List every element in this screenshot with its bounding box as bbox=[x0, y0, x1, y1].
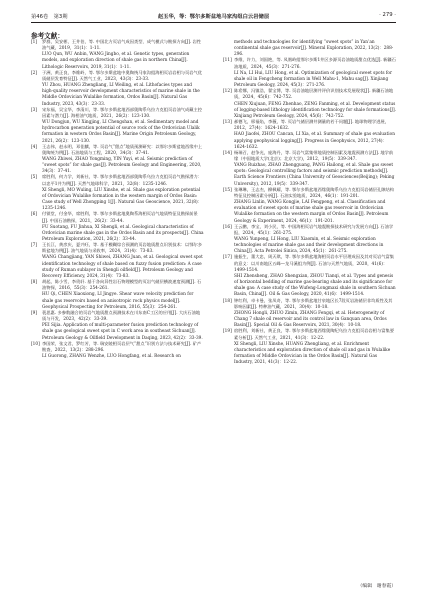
reference-translation bbox=[223, 71, 396, 89]
reference-entry bbox=[31, 108, 204, 120]
reference-text: LI Guorong, ZHANG Wenzhe, LUO Hongfang, et al. Research on bbox=[42, 353, 181, 359]
reference-text: XI Shengli, MO Wuling, LIU Xinshe, et al. Shale gas exploration potential of Ordovician Wulalike formation in the western margin of Ordos Basin: Case study of Well Zhongping 1[J]. Natural Gas Geoscience, 2021, 32(8)：1235-1246. bbox=[42, 187, 202, 212]
reference-entry bbox=[223, 188, 396, 200]
reference-translation bbox=[223, 132, 396, 150]
reference-translation bbox=[31, 323, 204, 341]
reference-translation bbox=[31, 354, 204, 360]
reference-text: CHEN Xiujuan, FENG Zhenhao, ZENG Fanming, et al. Development status of logging-based lithology identification technology for shale formations[J]. Xinjiang Petroleum Geology, 2024, 45(6)：742-752. bbox=[234, 101, 396, 119]
reference-text: WANG Changjiang, YAN Shiwei, ZHANG Juan, et al. Geological sweet spot identification technology of shale based on fuzzy fusion prediction: A case study of Ruman sublayer in Shengli oilfield[J]. Petroleum Geology and Recovery Efficiency, 2024, 31(4)：73-83. bbox=[42, 255, 203, 279]
reference-entry bbox=[31, 243, 204, 255]
header-rule bbox=[31, 22, 396, 23]
reference-text: 罗群，吴安彬，王井伯，等. 中国北方页岩气成因类型、成气模式与勘探方向[J]. 岩性油气藏，2019，31(1)：1-11. bbox=[42, 40, 202, 52]
reference-text: ZHANG Linlin, WANG Kongjie, LAI Fengpeng, et al. Classification and evaluation of sweet spots of marine shale gas reservoir in Ordovician Wulalike formation on the western margin of Ordos Basin[J]. Petroleum Geology & Experiment, 2024, 46(1)：191-201. bbox=[234, 200, 389, 224]
reference-text: 钟红利，卓卡曼，张凤奇，等. 鄂尔多斯盆地甘泉地区长7段页岩油储层非均质性及其影响因素[J]. 特种油气藏，2021，30(4)：10-18. bbox=[234, 298, 393, 310]
reference-entry bbox=[223, 151, 396, 163]
reference-text: 王云鹏，李宝，刘小民，等. 中国海相页岩气地震勘探技术研究与发展方向[J]. 石油学报，2024，45(1)：261-275. bbox=[234, 224, 394, 236]
reference-text: XI Shengli, LIU Xinshe, HUANG Zhengliang, et al. Enrichment characteristics and exploration direction of shale oil and gas in Wulalike formation of Middle Ordovician in the Ordos Basin[J]. Natural Gas Industry, 2021, 41(3)：12-22. bbox=[234, 341, 391, 366]
reference-text: WU Dongjun, WU Xingjing, LI Chengshan, et al. Sedimentary model and hydrocarbon generation potential of source rock of the Ordovician Ulalik formation in western Ordos Basin[J]. Marine Origin Petroleum Geology, 2021, 26(2)：123-130. bbox=[42, 120, 200, 144]
page-header bbox=[31, 10, 396, 21]
reference-text: LI Na, LI Hui, LIU Hong, et al. Optimization of geological sweet spots for shale oil in Fengcheng formation in Well Mahu-1, Mahu sag[J]. Xinjiang Petroleum Geology, 2024, 45(3)：271-276. bbox=[234, 70, 393, 89]
reference-number: [7] bbox=[31, 243, 38, 249]
reference-text: 席胜利，何力学，刘新社，等. 鄂尔多斯盆地西部奥陶系乌拉力克组页岩气勘探潜力：以忠平1井为例[J]. 天然气地球科学，2021，32(8)：1235-1246. bbox=[42, 175, 202, 187]
reference-translation bbox=[31, 255, 204, 280]
reference-text: 宋东福，吴宝华，李清川，等. 鄂尔多斯盆地西部奥陶系乌拉力克组页岩油气成藏主控因素与潜力[J]. 海相油气地质，2021，26(2)：123-130. bbox=[42, 107, 202, 119]
reference-text: PEI Sijia. Application of multi-parameter fusion prediction technology of shale gas geological sweet spot in C work area in southeast Sichuan[J]. Petroleum Geology & Oilfield Development in Daqing, 2023, 42(2)：33-39. bbox=[42, 323, 203, 341]
reference-text: 胡起，陈小雪，李贵轩. 基于各向异性岩石物理模型的页岩气储层横波速度预测[J]. 石油物探，2016，55(3)：254-261. bbox=[42, 280, 202, 292]
reference-number: [11] bbox=[223, 58, 232, 64]
reference-text: ZHONG Hongli, ZHUO Zimin, ZHANG Fengqi, et al. Heterogeneity of Chang 7 shale oil reservoir and its control law in Ganquan area, Ordos Basin[J]. Special Oil & Gas Reservoirs, 2021, 30(4)：10-18. bbox=[234, 310, 387, 329]
reference-entry bbox=[223, 329, 396, 341]
reference-translation bbox=[31, 83, 204, 108]
reference-entry bbox=[31, 145, 204, 157]
reference-number: [4] bbox=[31, 144, 38, 150]
reference-translation bbox=[223, 311, 396, 329]
reference-text: 于洲，黄正良，李维岭，等. 鄂尔多斯盆地中奥陶统马家沟组海相页岩岩相与页岩气优质储层发育特征[J]. 天然气工业，2023，43(3)：23-33. bbox=[42, 70, 202, 82]
journal-volume-issue: 第46卷 第3期 bbox=[31, 14, 68, 20]
editor-signature: （编辑 谢春霞） bbox=[357, 584, 396, 589]
reference-translation bbox=[31, 188, 204, 213]
references-heading: 参考文献： bbox=[31, 32, 64, 40]
reference-text: SHI Zhensheng, ZHAO Shengxian, ZHOU Tianqi, et al. Types and genesis of horizontal bedding of marine gas-bearing shale and its significance for shale gas: A case study of the Wufeng-Longmaxi shale in southern Sichuan Basin, China[J]. Oil & Gas Geology, 2020, 41(6)：1499-1514. bbox=[234, 273, 396, 298]
reference-text: 裴思惠. 多参数融合的页岩气地质甜点预测技术在川东南C工区的应用[J]. 大庆石油地质与开发，2023，42(2)：33-39. bbox=[42, 310, 201, 323]
reference-number: [9] bbox=[31, 310, 38, 316]
reference-number: [8] bbox=[31, 280, 38, 286]
reference-number: [13] bbox=[223, 120, 232, 126]
reference-text: 郝德飞，邢福焰，李薇，等. 页岩气储层测井测量的若干问题[J]. 地球物理学进展，2012，27(4)：1624-1632. bbox=[234, 120, 389, 132]
reference-entry bbox=[31, 311, 204, 323]
reference-text: 宿胜利，刘新社，黄正良，等. 鄂尔多斯盆地西缘奥陶纪乌拉力克组页岩岩相与富集要素分析[J]. 天然气工业，2021，41(3)：12-22. bbox=[234, 329, 394, 341]
reference-entry bbox=[31, 175, 204, 187]
reference-translation bbox=[223, 40, 396, 58]
reference-text: 李国荣，张文君，罗红芳，等. 瑞安陵相页岩层气“甜点”识别方法与技术研究[J]. 矿产勘查，2022，13(2)：288-296. bbox=[42, 341, 202, 353]
references-left-column bbox=[31, 40, 204, 360]
reference-number: [15] bbox=[223, 187, 232, 193]
reference-translation bbox=[31, 225, 204, 243]
reference-text: 杨瑞召，赵争光，庞海丹，等. 页岩气富集带地质控制因素及地震预测方法[J]. 地学前缘（中国地质大学(北京)；北京大学)，2012，19(5)：339-347. bbox=[234, 150, 394, 162]
reference-text: 陈希娜，冯镇浩，翟宝博，等. 页岩油地层测井评价识别技术发展现状[J]. 新疆石油地质，2024，45(6)：742-752. bbox=[234, 89, 394, 101]
reference-entry bbox=[223, 225, 396, 237]
reference-translation bbox=[31, 52, 204, 70]
reference-text: methods and technologies for identifying “sweet spots” in Yan’an continental shale gas reservoir[J]. Mineral Exploration, 2022, 13(2)：288-296. bbox=[234, 40, 394, 58]
reference-translation bbox=[223, 237, 396, 255]
reference-number: [5] bbox=[31, 175, 38, 181]
reference-translation bbox=[223, 342, 396, 367]
references-right-column bbox=[223, 40, 396, 366]
reference-text: 王志伟，赵永明，邓佳麒，等. 页岩气“甜点”地质预测研究：以鄂尔多斯盆地西缘中上奥陶统为例[J]. 石油地质与工程，2020，34(3)：37-41. bbox=[42, 144, 203, 156]
reference-number: [1] bbox=[31, 40, 38, 45]
reference-text: HU Qi, CHEN Xiaoxiong, LI Jingye. Shear wave velocity prediction for shale gas reservoirs based on anisotropic rock physics model[J]. Geophysical Prospecting for Petroleum, 2016, 55(3)：254-261. bbox=[42, 292, 194, 310]
reference-number: [16] bbox=[223, 224, 232, 230]
reference-text: 张琳琳，王志杰，柳枫耀，等. 鄂尔多斯盆地西缘奥陶系乌拉力克组页岩储层孔隙结构特征及控制因素分析[J]. 石油实验地质，2024，46(1)：191-201. bbox=[234, 187, 394, 199]
reference-entry bbox=[223, 120, 396, 132]
running-title: 赵玉华，等：鄂尔多斯盆地马家沟组白云岩储层 bbox=[157, 14, 270, 20]
reference-translation bbox=[31, 157, 204, 175]
reference-translation bbox=[223, 102, 396, 120]
reference-entry bbox=[31, 280, 204, 292]
reference-entry bbox=[31, 71, 204, 83]
page-number: · 279 · bbox=[379, 12, 396, 18]
reference-text: WANG Yunpeng, LI Hong, LIU Xiaomin, et al. Seismic exploration technologies of marine shale gas and their development directions in China[J]. Acta Petrolei Sinica, 2024, 45(1)：261-275. bbox=[234, 237, 384, 255]
reference-entry bbox=[31, 212, 204, 224]
reference-text: YU Zhou, HUANG Zhengliang, LI Weiling, et al. Lithofacies types and high-quality reservoir development characteristics of marine shale in the Middle Ordovician Wulalike formation, Ordos Basin[J]. Natural Gas Industry, 2023, 43(3)：23-33. bbox=[42, 83, 200, 107]
reference-text: YANG Ruizhao, ZHAO Zhengguang, PANG Hailong, et al. Shale gas sweet spots: Geological controlling factors and seismic prediction methods[J]. Earth Science Frontiers (China University of Geosciences(Beijing); Peking University), 2012, 19(5)：339-347. bbox=[234, 163, 395, 187]
reference-text: WANG Zhiwei, ZHAO Yongming, YIN Yuyi, et al. Seismic prediction of “sweet spots” for shale gas[J]. Petroleum Geology and Engineering, 2020, 34(3)：37-41. bbox=[42, 156, 202, 175]
reference-translation bbox=[223, 163, 396, 188]
reference-text: 施振生，董大忠，周天琪，等. 鄂尔多斯盆地海相页岩水平层理成因及其对页岩气富集的意义：以川南地区五峰—龙马溪组为例[J]. 石油与天然气地质，2020，41(6)：1499-1514. bbox=[234, 255, 394, 273]
reference-number: [6] bbox=[31, 212, 38, 218]
reference-entry bbox=[223, 255, 396, 273]
reference-entry bbox=[31, 342, 204, 354]
reference-entry bbox=[223, 58, 396, 70]
reference-text: 王长江，黄彦庆，夏兴旺，等. 基于模糊综合预测的页岩地质甜点识别技术：以鄂尔多斯盆地为例[J]. 油气地质与采收率，2024，31(4)：73-83. bbox=[42, 243, 202, 255]
reference-entry bbox=[31, 40, 204, 52]
reference-translation bbox=[223, 274, 396, 299]
reference-number: [19] bbox=[223, 329, 232, 335]
reference-translation bbox=[223, 200, 396, 225]
reference-number: [12] bbox=[223, 89, 232, 95]
reference-translation bbox=[31, 292, 204, 310]
reference-number: [2] bbox=[31, 70, 38, 76]
reference-text: LUO Qun, WU Anbin, WANG Jingbo, et al. Genetic types, generation models, and exploration direction of shale gas in northern China[J]. Lithologic Reservoirs, 2019, 31(1)：1-11. bbox=[42, 52, 190, 70]
reference-text: 付锁堂，付金华，席胜利，等. 鄂尔多斯盆地奥陶系海相页岩气地质特征及勘探前景[J]. 中国石油勘探，2021，26(2)：33-44. bbox=[42, 212, 198, 224]
reference-entry bbox=[223, 299, 396, 311]
reference-number: [10] bbox=[31, 341, 40, 347]
reference-number: [18] bbox=[223, 298, 232, 304]
reference-number: [14] bbox=[223, 150, 232, 156]
reference-number: [3] bbox=[31, 107, 38, 113]
reference-entry bbox=[223, 89, 396, 101]
reference-text: FU Suotang, FU Jinhua, XI Shengli, et al. Geological characteristics of Ordovician marine shale gas in the Ordos Basin and its prospects[J]. China Petroleum Exploration, 2021, 26(2)：33-44. bbox=[42, 224, 204, 242]
reference-translation bbox=[31, 120, 204, 145]
reference-text: HAO Jiaofei, ZHOU Cancan, LI Xia, et al. Summary of shale gas evaluation applying geophysical logging[J]. Progress in Geophysics, 2012, 27(4)：1624-1632. bbox=[234, 132, 395, 150]
reference-text: 李维，许力，刘国艳，等. 凤凰岭组鄂尔多斯1井区多源页岩油地质甜点优选[J]. 新疆石油地质，2024，45(3)：271-276. bbox=[234, 58, 396, 70]
reference-number: [17] bbox=[223, 255, 232, 261]
